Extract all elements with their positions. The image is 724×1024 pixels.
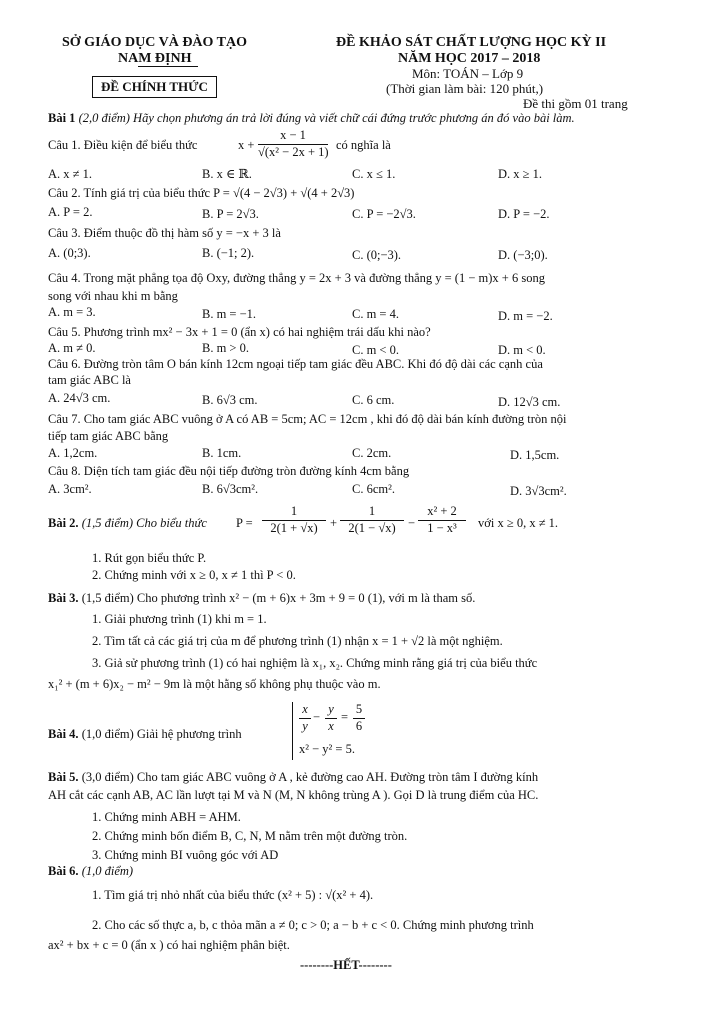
cau7-option-a[interactable]: A. 1,2cm. bbox=[48, 446, 98, 460]
cau5-option-c[interactable]: C. m < 0. bbox=[352, 343, 399, 357]
eq1-minus: − bbox=[313, 710, 321, 724]
cau8-option-b[interactable]: B. 6√3cm². bbox=[202, 482, 259, 496]
cau3-option-b[interactable]: B. (−1; 2). bbox=[202, 246, 255, 260]
cau6-text2: tam giác ABC là bbox=[48, 373, 131, 387]
cau2-option-c[interactable]: C. P = −2√3. bbox=[352, 207, 416, 221]
eq1-left-frac: x y bbox=[299, 702, 311, 734]
eq2: x² − y² = 5. bbox=[299, 742, 355, 756]
time-line: (Thời gian làm bài: 120 phút,) bbox=[386, 81, 544, 96]
cau7-text: Câu 7. Cho tam giác ABC vuông ở A có AB = 5cm; AC = 12cm , khi đó độ dài bán kính đường tròn nội bbox=[48, 412, 567, 426]
cau8-option-a[interactable]: A. 3cm². bbox=[48, 482, 92, 496]
cau1-tail: có nghĩa là bbox=[336, 138, 391, 152]
school-year: NĂM HỌC 2017 – 2018 bbox=[398, 51, 541, 66]
bai2-intro: Bài 2. (1,5 điểm) Cho biểu thức bbox=[48, 516, 207, 530]
bai4-system bbox=[292, 702, 409, 760]
bai2-p-eq: P = bbox=[236, 516, 253, 530]
bai4-intro: Bài 4. (1,0 điểm) Giải hệ phương trình bbox=[48, 727, 242, 741]
department-line2: NAM ĐỊNH bbox=[118, 51, 192, 66]
bai1-title: Bài 1 (2,0 điểm) Hãy chọn phương án trả lời đúng và viết chữ cái đứng trước phương án đó vào bài làm. bbox=[48, 111, 575, 125]
bai2-item1: 1. Rút gọn biểu thức P. bbox=[92, 551, 207, 565]
cau6-text: Câu 6. Đường tròn tâm O bán kính 12cm ngoại tiếp tam giác đều ABC. Khi đó độ dài các cạnh của bbox=[48, 357, 543, 371]
bai2-minus: − bbox=[408, 516, 416, 530]
eq1-mid-frac: y x bbox=[325, 702, 337, 734]
cau7-option-b[interactable]: B. 1cm. bbox=[202, 446, 242, 460]
cau1-option-c[interactable]: C. x ≤ 1. bbox=[352, 167, 396, 181]
header-divider bbox=[138, 66, 198, 67]
bai3-item2: 2. Tìm tất cả các giá trị của m để phương trình (1) nhận x = 1 + √2 là một nghiệm. bbox=[92, 634, 503, 648]
official-label: ĐỀ CHÍNH THỨC bbox=[92, 76, 217, 98]
bai5-intro2: AH cắt các cạnh AB, AC lần lượt tại M và N (M, N không trùng A ). Gọi D là trung điểm của HC. bbox=[48, 788, 539, 802]
cau6-option-b[interactable]: B. 6√3 cm. bbox=[202, 393, 258, 407]
cau7-text2: tiếp tam giác ABC bằng bbox=[48, 429, 169, 443]
cau5-option-d[interactable]: D. m < 0. bbox=[498, 343, 546, 357]
bai6-item1: 1. Tìm giá trị nhỏ nhất của biểu thức (x² + 5) : √(x² + 4). bbox=[92, 888, 374, 902]
bai3-item3: 3. Giả sử phương trình (1) có hai nghiệm là x₁, x₂. Chứng minh rằng giá trị của biểu thức bbox=[92, 656, 538, 670]
cau7-option-c[interactable]: C. 2cm. bbox=[352, 446, 392, 460]
cau3-text: Câu 3. Điểm thuộc đồ thị hàm số y = −x + 3 là bbox=[48, 226, 281, 240]
cau8-option-c[interactable]: C. 6cm². bbox=[352, 482, 395, 496]
cau2-option-a[interactable]: A. P = 2. bbox=[48, 205, 93, 219]
cau1-option-b[interactable]: B. x ∈ ℝ. bbox=[202, 167, 252, 181]
cau1-option-d[interactable]: D. x ≥ 1. bbox=[498, 167, 543, 181]
cau5-text: Câu 5. Phương trình mx² − 3x + 1 = 0 (ẩn x) có hai nghiệm trái dấu khi nào? bbox=[48, 325, 431, 339]
cau3-option-d[interactable]: D. (−3;0). bbox=[498, 248, 548, 262]
cau1-text: Câu 1. Điều kiện để biểu thức bbox=[48, 138, 198, 152]
eq1-equals: = bbox=[341, 710, 349, 724]
bai2-item2: 2. Chứng minh với x ≥ 0, x ≠ 1 thì P < 0. bbox=[92, 568, 296, 582]
bai2-condition: với x ≥ 0, x ≠ 1. bbox=[478, 516, 559, 530]
department-line1: SỞ GIÁO DỤC VÀ ĐÀO TẠO bbox=[62, 35, 248, 50]
cau6-option-a[interactable]: A. 24√3 cm. bbox=[48, 391, 111, 405]
cau3-option-c[interactable]: C. (0;−3). bbox=[352, 248, 402, 262]
bai6-intro: Bài 6. (1,0 điểm) bbox=[48, 864, 134, 878]
bai2-term1: 1 2(1 + √x) bbox=[262, 504, 326, 536]
cau7-option-d[interactable]: D. 1,5cm. bbox=[510, 448, 560, 462]
bai5-item1: 1. Chứng minh ABH = AHM. bbox=[92, 810, 241, 824]
bai5-intro: Bài 5. (3,0 điểm) Cho tam giác ABC vuông ở A , kẻ đường cao AH. Đường tròn tâm I đường kính bbox=[48, 770, 539, 784]
bai2-term3: x² + 2 1 − x³ bbox=[418, 504, 466, 536]
bai6-item2-cont: ax² + bx + c = 0 (ẩn x ) có hai nghiệm phân biệt. bbox=[48, 938, 290, 952]
cau1-expr-left: x + bbox=[238, 138, 255, 152]
cau3-option-a[interactable]: A. (0;3). bbox=[48, 246, 91, 260]
bai2-plus: + bbox=[330, 516, 338, 530]
cau2-option-d[interactable]: D. P = −2. bbox=[498, 207, 550, 221]
bai5-item3: 3. Chứng minh BI vuông góc với AD bbox=[92, 848, 279, 862]
bai3-item3-cont: x₁² + (m + 6)x₂ − m² − 9m là một hằng số không phụ thuộc vào m. bbox=[48, 677, 381, 691]
bai6-item2: 2. Cho các số thực a, b, c thỏa mãn a ≠ 0; c > 0; a − b + c < 0. Chứng minh phương trình bbox=[92, 918, 534, 932]
cau8-text: Câu 8. Diện tích tam giác đều nội tiếp đường tròn đường kính 4cm bằng bbox=[48, 464, 410, 478]
bai3-item1: 1. Giải phương trình (1) khi m = 1. bbox=[92, 612, 267, 626]
end-marker: --------HẾT-------- bbox=[300, 958, 392, 972]
cau4-option-a[interactable]: A. m = 3. bbox=[48, 305, 96, 319]
bai3-intro: Bài 3. (1,5 điểm) Cho phương trình x² − (m + 6)x + 3m + 9 = 0 (1), với m là tham số. bbox=[48, 591, 476, 605]
eq1-right-frac: 5 6 bbox=[353, 702, 365, 734]
cau4-text2: song với nhau khi m bằng bbox=[48, 289, 178, 303]
subject-line: Môn: TOÁN – Lớp 9 bbox=[412, 66, 524, 81]
cau5-option-a[interactable]: A. m ≠ 0. bbox=[48, 341, 96, 355]
cau5-option-b[interactable]: B. m > 0. bbox=[202, 341, 249, 355]
cau1-option-a[interactable]: A. x ≠ 1. bbox=[48, 167, 93, 181]
page-count: Đề thi gồm 01 trang bbox=[523, 96, 628, 111]
cau1-fraction: x − 1 √(x² − 2x + 1) bbox=[258, 128, 329, 159]
cau8-option-d[interactable]: D. 3√3cm². bbox=[510, 484, 567, 498]
cau4-option-d[interactable]: D. m = −2. bbox=[498, 309, 553, 323]
cau6-option-d[interactable]: D. 12√3 cm. bbox=[498, 395, 561, 409]
bai5-item2: 2. Chứng minh bốn điểm B, C, N, M nằm trên một đường tròn. bbox=[92, 829, 408, 843]
cau4-option-b[interactable]: B. m = −1. bbox=[202, 307, 257, 321]
bai2-term2: 1 2(1 − √x) bbox=[340, 504, 404, 536]
cau6-option-c[interactable]: C. 6 cm. bbox=[352, 393, 395, 407]
cau4-text: Câu 4. Trong mặt phẳng tọa độ Oxy, đường thẳng y = 2x + 3 và đường thẳng y = (1 − m)x + 6 song bbox=[48, 271, 545, 285]
cau4-option-c[interactable]: C. m = 4. bbox=[352, 307, 399, 321]
cau2-text: Câu 2. Tính giá trị của biểu thức P = √(4 − 2√3) + √(4 + 2√3) bbox=[48, 186, 355, 200]
cau2-option-b[interactable]: B. P = 2√3. bbox=[202, 207, 259, 221]
exam-title: ĐỀ KHẢO SÁT CHẤT LƯỢNG HỌC KỲ II bbox=[336, 35, 607, 50]
